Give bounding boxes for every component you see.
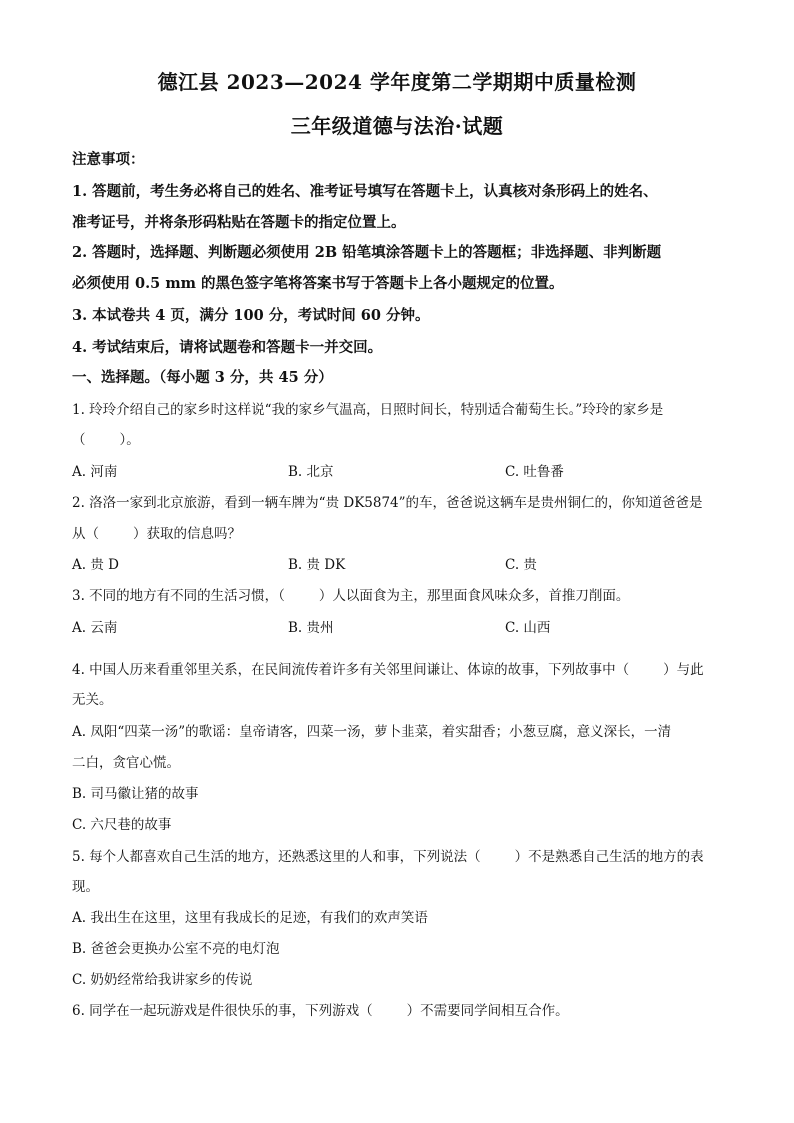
question-1-option-b: B. 北京	[288, 464, 334, 480]
paren-open: （	[72, 432, 86, 448]
question-2-blank-line	[72, 524, 732, 544]
question-1-option-a: A. 河南	[72, 464, 118, 480]
question-4-option-c: C. 六尺巷的故事	[72, 817, 172, 833]
note-3: 3. 本试卷共 4 页，满分 100 分，考试时间 60 分钟。	[72, 307, 430, 324]
question-1-option-c: C. 吐鲁番	[505, 464, 564, 480]
stem-text: 5. 每个人都喜欢自己生活的地方，还熟悉这里的人和事，下列说法（	[72, 849, 481, 865]
question-3-option-a: A. 云南	[72, 620, 118, 636]
question-5-stem-line-2: 现。	[72, 879, 99, 895]
question-1-blank-line	[72, 430, 732, 450]
stem-text: ）与此	[663, 662, 704, 678]
stem-text: ）不需要同学间相互合作。	[406, 1003, 569, 1019]
note-1-line-2: 准考证号，并将条形码粘贴在答题卡的指定位置上。	[72, 214, 406, 231]
notes-heading: 注意事项：	[72, 151, 145, 168]
note-2-line-2: 必须使用 0.5 mm 的黑色签字笔将答案书写于答题卡上各小题规定的位置。	[72, 275, 564, 292]
question-4-stem-line-2: 无关。	[72, 692, 113, 708]
question-1-stem: 1. 玲玲介绍自己的家乡时这样说“我的家乡气温高，日照时间长，特别适合葡萄生长。”玲玲的家乡是	[72, 402, 664, 418]
question-3-stem	[72, 586, 732, 606]
question-4-option-a-line-1: A. 凤阳“四菜一汤”的歌谣：皇帝请客，四菜一汤，萝卜韭菜，着实甜香；小葱豆腐，意义深长，一清	[72, 724, 672, 740]
question-2-option-a: A. 贵 D	[72, 557, 119, 573]
stem-text: 6. 同学在一起玩游戏是件很快乐的事，下列游戏（	[72, 1003, 373, 1019]
stem-text: 4. 中国人历来看重邻里关系，在民间流传着许多有关邻里间谦让、体谅的故事，下列故事中（	[72, 662, 630, 678]
question-4-stem	[72, 660, 732, 680]
question-3-option-c: C. 山西	[505, 620, 551, 636]
note-2-line-1: 2. 答题时，选择题、判断题必须使用 2B 铅笔填涂答题卡上的答题框；非选择题、非判断题	[72, 244, 662, 261]
stem-text: ）人以面食为主，那里面食风味众多，首推刀削面。	[318, 588, 630, 604]
exam-subtitle: 三年级道德与法治·试题	[290, 114, 504, 138]
note-4: 4. 考试结束后，请将试题卷和答题卡一并交回。	[72, 339, 383, 356]
question-4-option-b: B. 司马徽让猪的故事	[72, 786, 199, 802]
paren-close: ）。	[119, 432, 140, 448]
exam-title: 德江县 2023—2024 学年度第二学期期中质量检测	[157, 70, 637, 94]
question-2-option-c: C. 贵	[505, 557, 537, 573]
stem-text: ）不是熟悉自己生活的地方的表	[514, 849, 704, 865]
question-4-option-a-line-2: 二白，贪官心慌。	[72, 755, 180, 771]
stem-text: 3. 不同的地方有不同的生活习惯，（	[72, 588, 285, 604]
question-2-option-b: B. 贵 DK	[288, 557, 346, 573]
question-5-option-c: C. 奶奶经常给我讲家乡的传说	[72, 972, 253, 988]
section-heading: 一、选择题。（每小题 3 分，共 45 分）	[72, 369, 333, 386]
question-5-option-b: B. 爸爸会更换办公室不亮的电灯泡	[72, 941, 280, 957]
question-5-option-a: A. 我出生在这里，这里有我成长的足迹，有我们的欢声笑语	[72, 910, 428, 926]
question-2-stem: 2. 洛洛一家到北京旅游，看到一辆车牌为“贵 DK5874”的车，爸爸说这辆车是贵州铜仁的，你知道爸爸是	[72, 495, 703, 511]
question-6-stem	[72, 1001, 732, 1021]
paren-open: 从（	[72, 526, 99, 542]
question-3-option-b: B. 贵州	[288, 620, 334, 636]
note-1-line-1: 1. 答题前，考生务必将自己的姓名、准考证号填写在答题卡上，认真核对条形码上的姓名、	[72, 183, 658, 200]
question-5-stem	[72, 847, 732, 867]
paren-close: ）获取的信息吗？	[133, 526, 241, 542]
